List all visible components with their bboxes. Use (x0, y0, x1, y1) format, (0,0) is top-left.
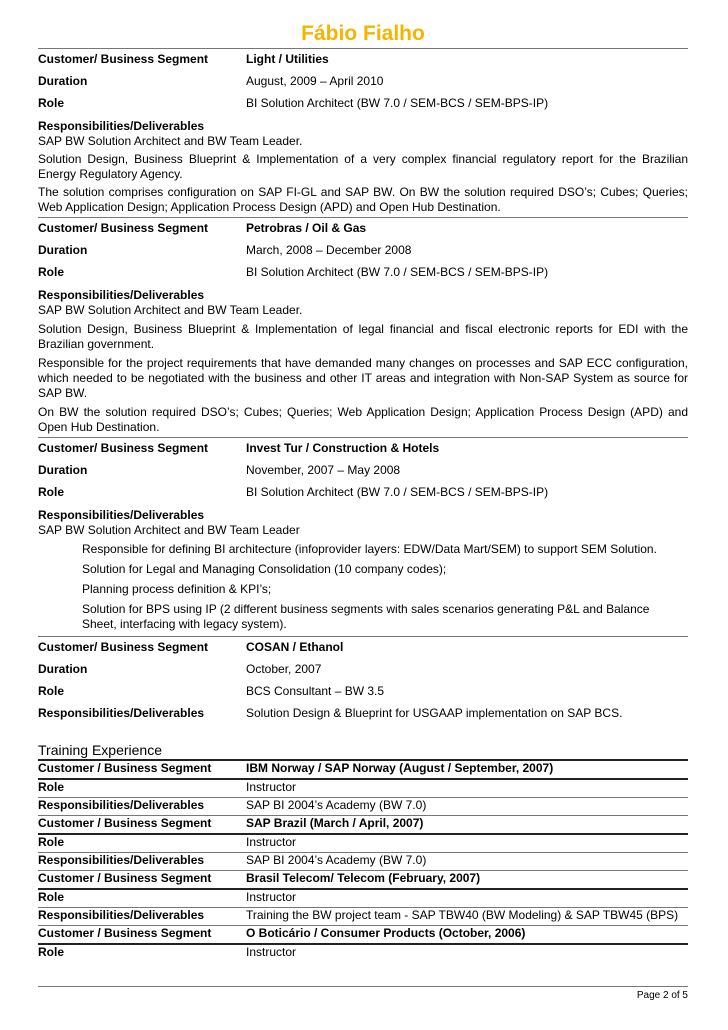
responsibilities-value: SAP BI 2004’s Academy (BW 7.0) (246, 798, 427, 812)
paragraph: The solution comprises configuration on SAP FI-GL and SAP BW. On BW the solution required DSO’s; Cubes; Queries; Web Application Design; Application Process Design (APD) and Open Hub Destination. (38, 185, 688, 214)
customer-value: O Boticário / Consumer Products (October, 2006) (246, 926, 526, 940)
role-value: BI Solution Architect (BW 7.0 / SEM-BCS / SEM-BPS-IP) (246, 265, 549, 279)
customer-value: COSAN / Ethanol (246, 640, 344, 654)
role-value: Instructor (246, 835, 297, 849)
duration-value: October, 2007 (246, 662, 322, 676)
paragraph: Solution Design, Business Blueprint & Implementation of legal financial and fiscal electronic reports for EDI with the Brazilian government. (38, 322, 688, 351)
paragraph: Solution Design, Business Blueprint & Implementation of a very complex financial regulatory report for the Brazilian Energy Regulatory Agency. (38, 152, 688, 181)
responsibilities-label: Responsibilities/Deliverables (38, 706, 205, 720)
list-item: Solution for Legal and Managing Consolidation (10 company codes); (82, 562, 447, 576)
customer-label: Customer/ Business Segment (38, 441, 209, 455)
customer-label: Customer/ Business Segment (38, 640, 209, 654)
responsibilities-label: Responsibilities/Deliverables (38, 119, 205, 133)
page-number: Page 2 of 5 (636, 990, 688, 1001)
responsibilities-label: Responsibilities/Deliverables (38, 908, 205, 922)
role-value: Instructor (246, 890, 297, 904)
duration-label: Duration (38, 74, 88, 88)
divider (38, 48, 688, 49)
responsibilities-label: Responsibilities/Deliverables (38, 853, 205, 867)
candidate-name: Fábio Fialho (301, 22, 425, 45)
duration-value: November, 2007 – May 2008 (246, 463, 401, 477)
role-label: Role (38, 780, 65, 794)
list-item: Planning process definition & KPI’s; (82, 582, 272, 596)
project-cosan (38, 640, 688, 721)
project-petrobras (38, 221, 688, 435)
divider (38, 636, 688, 637)
customer-label: Customer / Business Segment (38, 816, 212, 830)
divider (38, 217, 688, 218)
duration-value: August, 2009 – April 2010 (246, 74, 384, 88)
paragraph: On BW the solution required DSO’s; Cubes; Queries; Web Application Design; Application Process Design (APD) and Open Hub Destination. (38, 405, 688, 434)
customer-value: Invest Tur / Construction & Hotels (246, 441, 440, 455)
paragraph: SAP BW Solution Architect and BW Team Leader (38, 523, 300, 537)
responsibilities-label: Responsibilities/Deliverables (38, 288, 205, 302)
divider (38, 437, 688, 438)
project-light (38, 52, 688, 215)
role-value: BI Solution Architect (BW 7.0 / SEM-BCS / SEM-BPS-IP) (246, 485, 549, 499)
customer-value: SAP Brazil (March / April, 2007) (246, 816, 424, 830)
role-value: Instructor (246, 780, 297, 794)
customer-value: Petrobras / Oil & Gas (246, 221, 367, 235)
role-label: Role (38, 265, 65, 279)
duration-value: March, 2008 – December 2008 (246, 243, 412, 257)
role-label: Role (38, 835, 65, 849)
list-item: Solution for BPS using IP (2 different business segments with sales scenarios generating P&L and Balance Sheet, interfacing with legacy system). (82, 602, 650, 631)
customer-value: Brasil Telecom/ Telecom (February, 2007) (246, 871, 481, 885)
resume-page (38, 0, 688, 960)
role-value: Instructor (246, 945, 297, 959)
customer-value: Light / Utilities (246, 52, 329, 66)
role-label: Role (38, 684, 65, 698)
responsibilities-label: Responsibilities/Deliverables (38, 508, 205, 522)
list-item: Responsible for defining BI architecture (infoprovider layers: EDW/Data Mart/SEM) to support SEM Solution. (82, 542, 657, 556)
paragraph: Responsible for the project requirements that have demanded many changes on processes and SAP ECC configuration, which needed to be negotiated with the business and other IT areas and integration with Non-SAP System as source for SAP BW. (38, 356, 688, 400)
training-heading: Training Experience (38, 742, 162, 758)
role-label: Role (38, 485, 65, 499)
customer-value: IBM Norway / SAP Norway (August / September, 2007) (246, 761, 554, 775)
project-invest-tur (38, 441, 688, 632)
training-entry (38, 926, 688, 960)
customer-label: Customer / Business Segment (38, 871, 212, 885)
role-value: BI Solution Architect (BW 7.0 / SEM-BCS / SEM-BPS-IP) (246, 96, 549, 110)
training-entry (38, 816, 688, 871)
role-label: Role (38, 96, 65, 110)
duration-label: Duration (38, 243, 88, 257)
role-label: Role (38, 890, 65, 904)
paragraph: SAP BW Solution Architect and BW Team Leader. (38, 303, 303, 317)
responsibilities-value: Training the BW project team - SAP TBW40 (BW Modeling) & SAP TBW45 (BPS) (246, 908, 679, 922)
training-entry (38, 871, 688, 926)
role-label: Role (38, 945, 65, 959)
customer-label: Customer/ Business Segment (38, 221, 209, 235)
page-footer (38, 986, 688, 1001)
role-value: BCS Consultant – BW 3.5 (246, 684, 385, 698)
customer-label: Customer/ Business Segment (38, 52, 209, 66)
responsibilities-label: Responsibilities/Deliverables (38, 798, 205, 812)
customer-label: Customer / Business Segment (38, 926, 212, 940)
responsibilities-value: SAP BI 2004’s Academy (BW 7.0) (246, 853, 427, 867)
duration-label: Duration (38, 662, 88, 676)
duration-label: Duration (38, 463, 88, 477)
customer-label: Customer / Business Segment (38, 761, 212, 775)
paragraph: SAP BW Solution Architect and BW Team Leader. (38, 134, 303, 148)
training-entry (38, 761, 688, 816)
responsibilities-value: Solution Design & Blueprint for USGAAP implementation on SAP BCS. (246, 706, 623, 720)
